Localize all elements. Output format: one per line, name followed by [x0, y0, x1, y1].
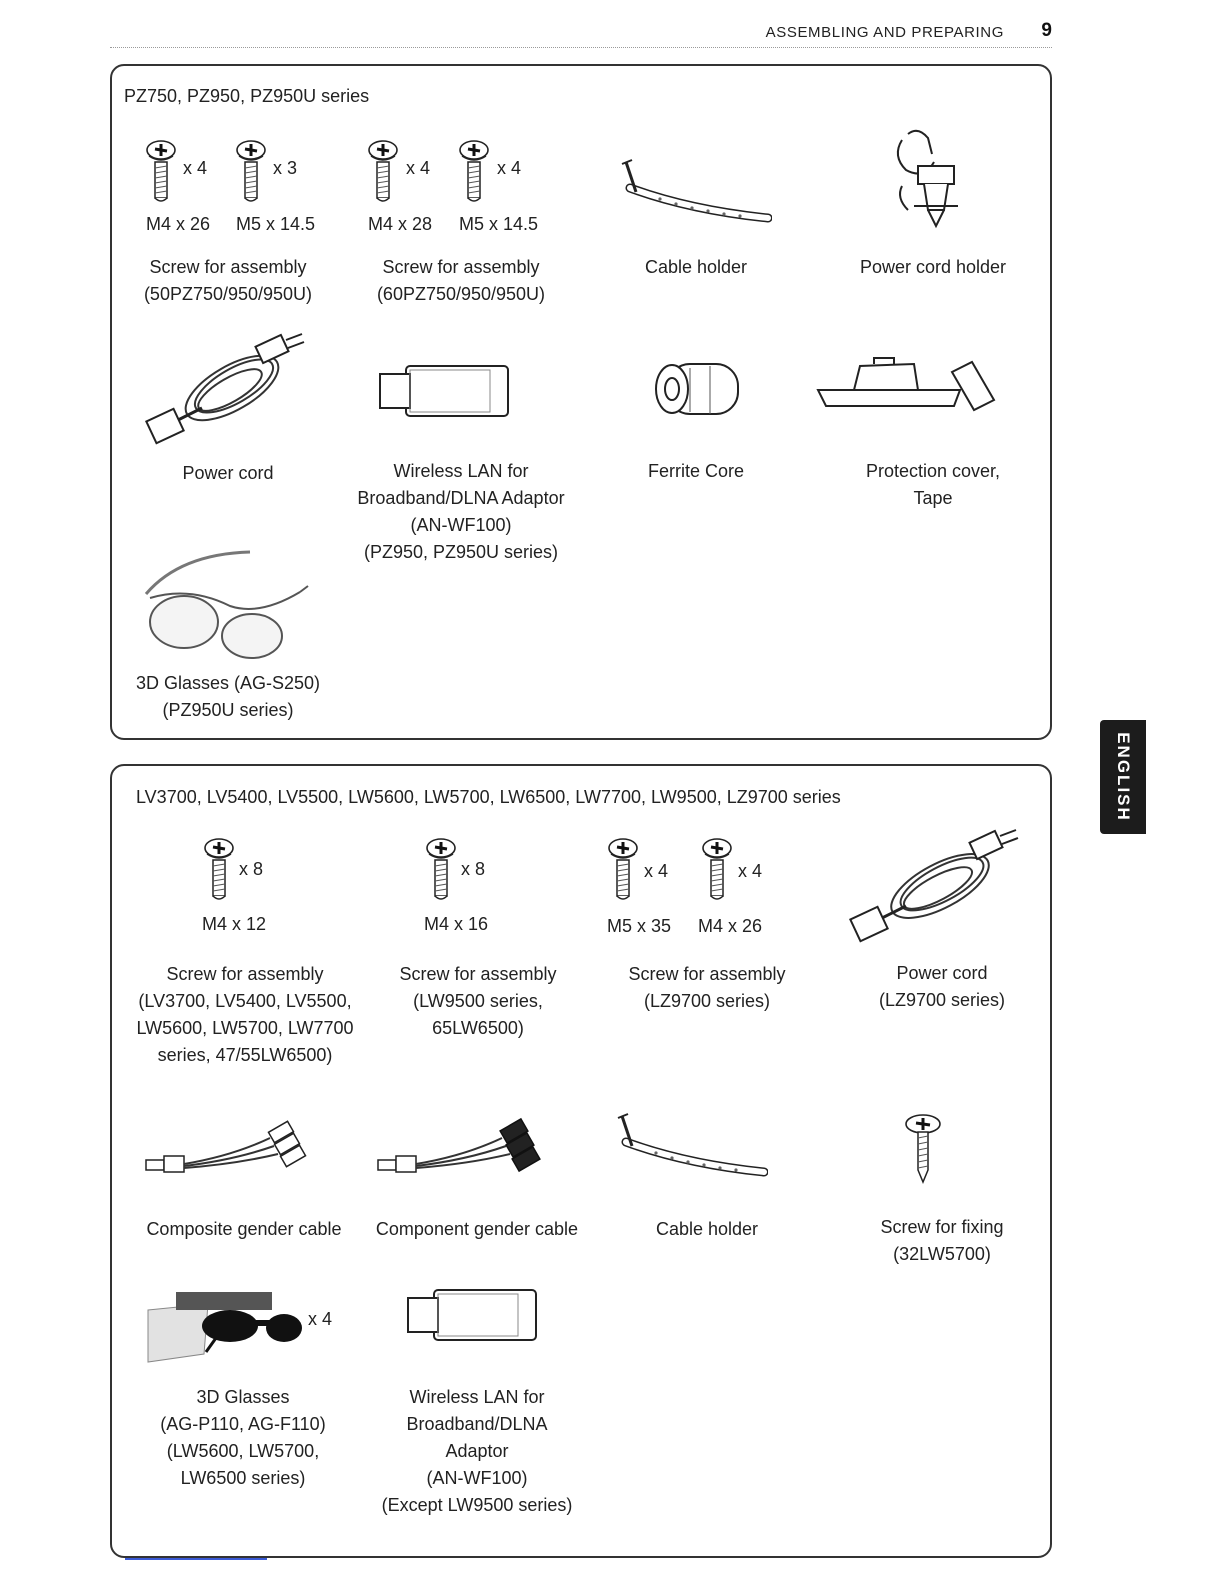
caption-protection-cover: Protection cover, Tape: [865, 461, 1001, 508]
screw-qty: x 4: [183, 158, 208, 178]
panel2-series-title: LV3700, LV5400, LV5500, LW5600, LW5700, LW6500, LW7700, LW9500, LZ9700 series: [136, 787, 841, 807]
panel1-series-title: PZ750, PZ950, PZ950U series: [124, 86, 370, 106]
screw-size: M4 x 12: [202, 914, 267, 934]
screw-size: M5 x 14.5: [459, 214, 539, 234]
caption-wireless-lan: Wireless LAN for Broadband/DLNA Adaptor (AN-WF100) (PZ950, PZ950U series): [357, 461, 565, 562]
screw-icon: [146, 140, 176, 206]
screw-qty: x 4: [497, 158, 522, 178]
power-cord-holder-icon: [884, 126, 966, 232]
caption-component-cable: Component gender cable: [375, 1219, 579, 1239]
screw-qty: x 8: [461, 859, 486, 879]
screw-qty: x 4: [644, 861, 669, 881]
caption-ferrite-core: Ferrite Core: [647, 461, 745, 481]
page-number: 9: [1041, 20, 1052, 41]
protection-cover-icon: [814, 356, 1000, 418]
screw-icon: [702, 838, 732, 908]
caption-power-cord-lz9700: Power cord (LZ9700 series): [878, 963, 1006, 1010]
composite-gender-cable-icon: [142, 1110, 314, 1176]
3d-glasses-active-icon: [146, 1290, 306, 1364]
caption-screw-fixing: Screw for fixing (32LW5700): [880, 1217, 1004, 1264]
screw-icon: [204, 838, 234, 904]
fixing-screw-icon: [904, 1114, 942, 1186]
caption-power-cord-holder: Power cord holder: [859, 257, 1007, 277]
component-gender-cable-icon: [374, 1110, 546, 1176]
language-tab: [1100, 720, 1146, 834]
caption-screw-60: Screw for assembly (60PZ750/950/950U): [376, 257, 546, 304]
screw-icon: [368, 140, 398, 206]
page-header: [110, 20, 1052, 48]
caption-screw-m4x16: Screw for assembly (LW9500 series, 65LW6500): [399, 964, 557, 1038]
wireless-lan-adaptor-icon: [378, 364, 512, 420]
caption-screw-50: Screw for assembly (50PZ750/950/950U): [143, 257, 313, 304]
screw-size: M4 x 26: [146, 214, 211, 234]
screw-icon: [236, 140, 266, 206]
caption-wireless-lan-2: Wireless LAN for Broadband/DLNA Adaptor (AN-WF100) (Except LW9500 series): [381, 1387, 573, 1515]
screw-qty: x 3: [273, 158, 298, 178]
caption-3d-glasses-2: 3D Glasses (AG-P110, AG-F110) (LW5600, LW5700, LW6500 series): [160, 1387, 326, 1488]
screw-size: M4 x 28: [368, 214, 433, 234]
ferrite-core-icon: [650, 356, 750, 422]
screw-qty: x 4: [738, 861, 763, 881]
screw-qty: x 8: [239, 859, 264, 879]
cable-holder-icon: [616, 1112, 768, 1180]
screw-size: M5 x 14.5: [236, 214, 316, 234]
caption-cable-holder-2: Cable holder: [655, 1219, 759, 1239]
power-cord-icon: [142, 326, 312, 450]
caption-composite-cable: Composite gender cable: [146, 1219, 342, 1239]
caption-3d-glasses: 3D Glasses (AG-S250) (PZ950U series): [135, 673, 321, 720]
screw-icon: [459, 140, 489, 206]
caption-cable-holder: Cable holder: [644, 257, 748, 277]
bottom-rule: [125, 1558, 267, 1560]
screw-size: M5 x 35: [607, 916, 672, 936]
power-cord-icon: [848, 822, 1024, 946]
screw-size: M4 x 16: [424, 914, 489, 934]
3d-glasses-icon: [140, 546, 312, 662]
caption-power-cord: Power cord: [182, 463, 274, 483]
wireless-lan-adaptor-icon: [406, 1288, 540, 1344]
cable-holder-icon: [620, 158, 772, 226]
screw-qty: x 4: [406, 158, 431, 178]
screw-size: M4 x 26: [698, 916, 763, 936]
screw-icon: [426, 838, 456, 904]
screw-icon: [608, 838, 638, 908]
header-title: ASSEMBLING AND PREPARING: [765, 24, 1004, 41]
caption-screw-m4x12: Screw for assembly (LV3700, LV5400, LV5500, LW5600, LW5700, LW7700 series, 47/55LW6500): [136, 964, 354, 1065]
glasses-qty: x 4: [308, 1309, 333, 1329]
language-tab-label: ENGLISH: [1114, 732, 1133, 822]
caption-screw-lz9700: Screw for assembly (LZ9700 series): [628, 964, 786, 1011]
